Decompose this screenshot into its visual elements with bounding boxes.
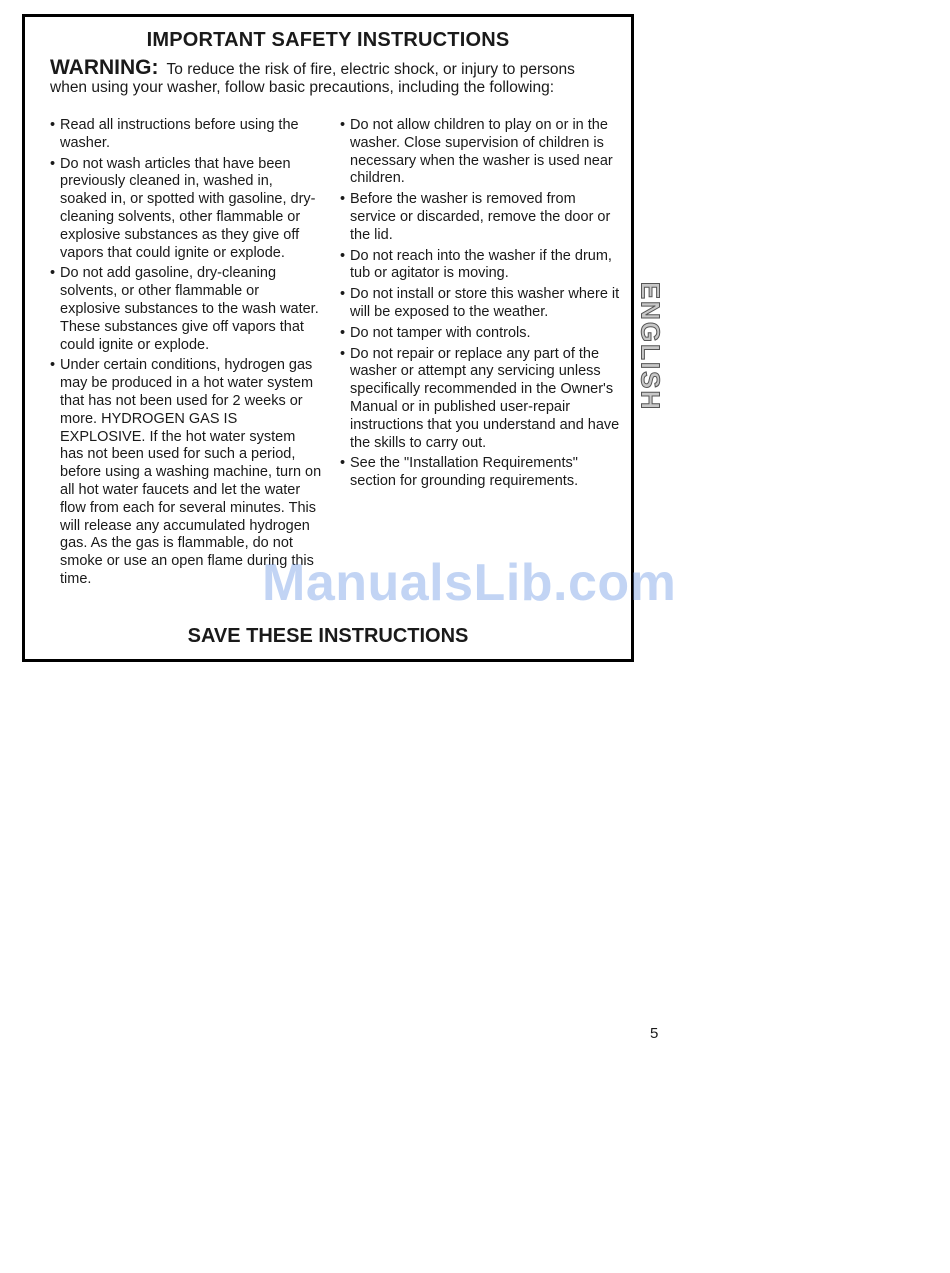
list-item: • Do not repair or replace any part of the washer or attempt any servicing unless specifically recommended in the Owner's Manual or in published user-repair instructions that you understand and have the skills to carry out.	[340, 346, 620, 453]
left-instruction-list	[50, 117, 322, 592]
list-item: • Read all instructions before using the washer.	[50, 117, 322, 153]
save-instructions-title: SAVE THESE INSTRUCTIONS	[187, 625, 469, 647]
list-item: • Under certain conditions, hydrogen gas may be produced in a hot water system that has not been used for 2 weeks or more. HYDROGEN GAS IS EXPLOSIVE. If the hot water system has not been used for such a period, before using a washing machine, turn on all hot water faucets and let the water flow from each for several minutes. This will release any accumulated hydrogen gas. As the gas is flammable, do not smoke or use an open flame during this time.	[50, 357, 322, 588]
list-item: • Do not allow children to play on or in the washer. Close supervision of children is necessary when the washer is used near children.	[340, 117, 620, 188]
list-item: • Do not tamper with controls.	[340, 325, 620, 343]
language-side-tab	[636, 266, 664, 426]
warning-text: To reduce the risk of fire, electric shock, or injury to persons when using your washer, follow basic precautions, including the following:	[50, 61, 575, 96]
list-item: • See the "Installation Requirements" section for grounding requirements.	[340, 455, 620, 491]
warning-paragraph	[50, 56, 610, 97]
list-item: • Do not wash articles that have been previously cleaned in, washed in, soaked in, or spotted with gasoline, dry-cleaning solvents, other flammable or explosive substances as they give off vapors that could ignite or explode.	[50, 156, 322, 263]
right-instruction-list	[340, 117, 620, 494]
warning-label: WARNING:	[50, 56, 159, 79]
page-number: 5	[650, 1025, 659, 1042]
list-item: • Do not install or store this washer where it will be exposed to the weather.	[340, 286, 620, 322]
language-label: ENGLISH	[635, 281, 666, 411]
list-item: • Before the washer is removed from service or discarded, remove the door or the lid.	[340, 191, 620, 244]
list-item: • Do not add gasoline, dry-cleaning solvents, or other flammable or explosive substances to the wash water. These substances give off vapors that could ignite or explode.	[50, 265, 322, 354]
list-item: • Do not reach into the washer if the drum, tub or agitator is moving.	[340, 248, 620, 284]
safety-title: IMPORTANT SAFETY INSTRUCTIONS	[146, 29, 510, 51]
watermark: ManualsLib.com	[262, 554, 677, 612]
